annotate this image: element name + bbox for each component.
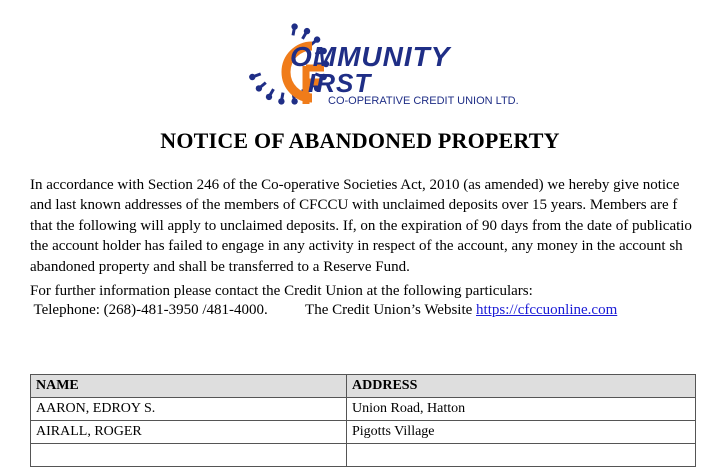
column-header-address: ADDRESS — [347, 375, 696, 398]
notice-title: NOTICE OF ABANDONED PROPERTY — [160, 128, 560, 153]
contact-intro: For further information please contact the Credit Union at the following particulars: — [30, 283, 533, 299]
logo-subtitle: CO-OPERATIVE CREDIT UNION LTD. — [328, 95, 519, 107]
person-body-icon — [293, 27, 295, 36]
paragraph-line: and last known addresses of the members of CFCCU with unclaimed deposits over 15 years. Members are f — [30, 197, 678, 214]
paragraph-line: abandoned property and shall be transferred to a Reserve Fund. — [30, 258, 410, 275]
member-address — [347, 444, 696, 467]
abandoned-property-table — [30, 374, 696, 467]
person-body-icon — [303, 31, 308, 39]
contact-telephone: Telephone: (268)-481-3950 /481-4000. — [30, 302, 268, 318]
member-address: Pigotts Village — [347, 421, 696, 444]
member-name: AARON, EDROY S. — [31, 398, 347, 421]
table-row — [31, 398, 696, 421]
table-header-row — [31, 375, 696, 398]
person-body-icon — [281, 93, 283, 102]
notice-paragraph — [30, 175, 720, 277]
website-link[interactable]: https://cfccuonline.com — [476, 302, 618, 318]
paragraph-line: that the following will apply to unclaimed deposits. If, on the expiration of 90 days from the date of publicatio — [30, 217, 692, 234]
logo-text-community: OMMUNITY — [290, 41, 451, 72]
member-name — [31, 444, 347, 467]
contact-info — [30, 282, 617, 320]
paragraph-line: the account holder has failed to engage in any activity in respect of the account, any money in the account sh — [30, 238, 683, 255]
paragraph-line: In accordance with Section 246 of the Co-operative Societies Act, 2010 (as amended) we hereby give notice — [30, 177, 680, 193]
member-name: AIRALL, ROGER — [31, 421, 347, 444]
column-header-name: NAME — [31, 375, 347, 398]
logo-text-first: IRST — [308, 68, 372, 98]
table-row — [31, 444, 696, 467]
table-row — [31, 421, 696, 444]
person-body-icon — [269, 89, 274, 97]
member-address: Union Road, Hatton — [347, 398, 696, 421]
website-label: The Credit Union’s Website — [305, 302, 477, 318]
community-first-logo — [240, 6, 560, 110]
